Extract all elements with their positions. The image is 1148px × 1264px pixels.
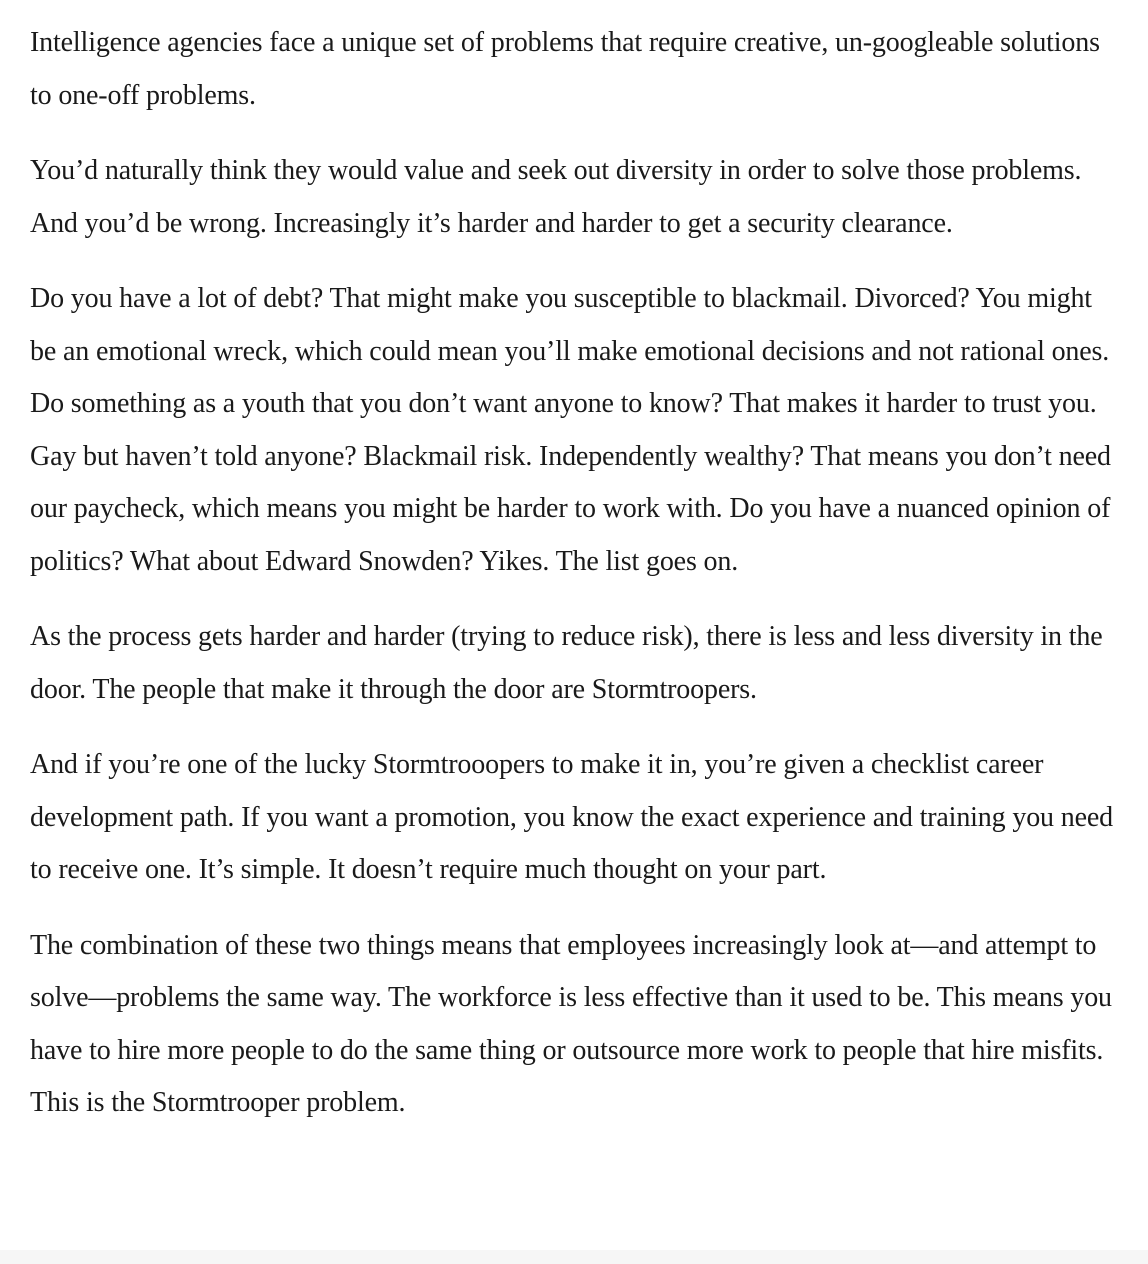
article-body [30,17,1118,1153]
paragraph-intro: Intelligence agencies face a unique set of problems that require creative, un-googleable solutions to one-off problems. [30,27,1100,111]
bottom-divider [0,1250,1148,1264]
paragraph-conclusion: The combination of these two things means that employees increasingly look at—and attempt to solve—problems the same way. The workforce is less effective than it used to be. This means you have to hire more people to do the same thing or outsource more work to people that hire misfits. This is the Stormtrooper problem. [30,929,1112,1118]
paragraph-clearance-questions: Do you have a lot of debt? That might make you susceptible to blackmail. Divorced? You might be an emotional wreck, which could mean you’ll make emotional decisions and not rational ones. Do something as a youth that you don’t want anyone to know? That makes it harder to trust you. Gay but haven’t told anyone? Blackmail risk. Independently wealthy? That means you don’t need our paycheck, which means you might be harder to work with. Do you have a nuanced opinion of politics? What about Edward Snowden? Yikes. The list goes on. [30,283,1111,577]
paragraph-diversity: You’d naturally think they would value and seek out diversity in order to solve those problems. And you’d be wrong. Increasingly it’s harder and harder to get a security clearance. [30,155,1082,239]
paragraph-career-path: And if you’re one of the lucky Stormtrooopers to make it in, you’re given a checklist career development path. If you want a promotion, you know the exact experience and training you need to receive one. It’s simple. It doesn’t require much thought on your part. [30,749,1114,885]
paragraph-stormtroopers: As the process gets harder and harder (trying to reduce risk), there is less and less diversity in the door. The people that make it through the door are Stormtroopers. [30,621,1103,705]
